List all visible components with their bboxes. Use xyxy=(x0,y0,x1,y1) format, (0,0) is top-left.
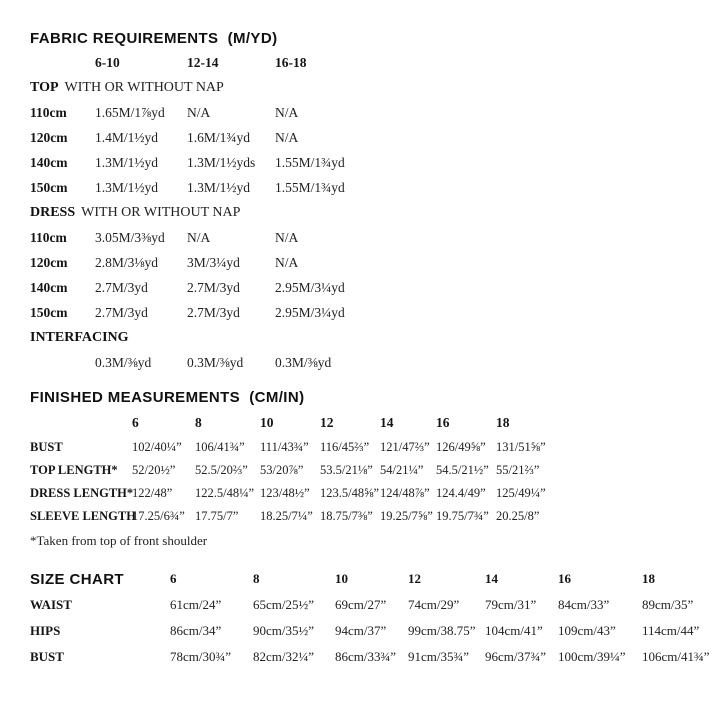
body-measurement-value: 61cm/24” xyxy=(170,597,222,612)
body-measurement-label: HIPS xyxy=(30,623,61,638)
fabric-group-heading xyxy=(30,200,710,225)
fabric-yardage-value: 1.3M/1½yd xyxy=(187,179,251,195)
measurement-value: 124/48⅞” xyxy=(380,486,430,500)
fabric-group-name: TOP xyxy=(30,79,59,95)
fabric-width-label: 140cm xyxy=(30,154,68,170)
fabric-yardage-value: 1.6M/1¾yd xyxy=(187,129,251,145)
fabric-size-range-header: 16-18 xyxy=(275,54,307,70)
measurement-value: 17.25/6¾” xyxy=(132,509,185,523)
body-measurement-value: 106cm/41¾” xyxy=(642,649,710,664)
fabric-yardage-value: N/A xyxy=(187,104,211,120)
size-column-header: 12 xyxy=(320,415,334,430)
fabric-requirements-section xyxy=(30,26,710,375)
fabric-yardage-value: 1.3M/1½yd xyxy=(95,154,159,170)
body-measurement-value: 91cm/35¾” xyxy=(408,649,470,664)
fabric-yardage-value: 2.7M/3yd xyxy=(95,304,148,320)
fabric-requirements-title: FABRIC REQUIREMENTS (M/YD) xyxy=(30,29,278,47)
measurement-label: SLEEVE LENGTH xyxy=(30,509,136,523)
body-measurement-row xyxy=(30,644,710,670)
fabric-yardage-value: 1.65M/1⅞yd xyxy=(95,104,165,120)
fabric-yardage-value: 1.55M/1¾yd xyxy=(275,154,345,170)
fabric-yardage-value: N/A xyxy=(275,104,299,120)
fabric-yardage-value: 1.55M/1¾yd xyxy=(275,179,345,195)
body-measurement-value: 96cm/37¾” xyxy=(485,649,547,664)
fabric-group-name: DRESS xyxy=(30,204,76,220)
body-measurement-value: 90cm/35½” xyxy=(253,623,315,638)
size-column-header: 16 xyxy=(558,571,571,586)
fabric-requirement-row xyxy=(30,125,710,150)
size-column-header: 14 xyxy=(485,571,498,586)
fabric-yardage-value: 3M/3¼yd xyxy=(187,254,240,270)
fabric-yardage-value: 2.95M/3¼yd xyxy=(275,279,345,295)
measurement-row xyxy=(30,436,710,459)
measurement-value: 17.75/7” xyxy=(195,509,239,523)
fabric-yardage-value: 1.4M/1½yd xyxy=(95,129,159,145)
fabric-yardage-value: 2.7M/3yd xyxy=(95,279,148,295)
finished-measurements-title: FINISHED MEASUREMENTS (CM/IN) xyxy=(30,388,305,406)
size-column-header: 18 xyxy=(496,415,510,430)
fabric-width-label: 120cm xyxy=(30,254,68,270)
fabric-size-header-row xyxy=(30,50,710,75)
measurement-value: 53/20⅞” xyxy=(260,463,304,477)
size-chart-section xyxy=(30,566,710,670)
fabric-width-label: 110cm xyxy=(30,229,67,245)
measurement-value: 53.5/21⅛” xyxy=(320,463,373,477)
measurement-row xyxy=(30,459,710,482)
size-column-header: 18 xyxy=(642,571,655,586)
fabric-yardage-value: 2.7M/3yd xyxy=(187,304,240,320)
body-measurement-value: 99cm/38.75” xyxy=(408,623,476,638)
body-measurement-value: 65cm/25½” xyxy=(253,597,315,612)
body-measurement-value: 89cm/35” xyxy=(642,597,694,612)
measurement-value: 124.4/49” xyxy=(436,486,486,500)
body-measurement-label: WAIST xyxy=(30,597,72,612)
measurement-value: 18.25/7¼” xyxy=(260,509,313,523)
fabric-yardage-value: N/A xyxy=(275,254,299,270)
measurement-value: 122.5/48¼” xyxy=(195,486,255,500)
size-column-header: 10 xyxy=(335,571,348,586)
fabric-yardage-value: 2.8M/3⅛yd xyxy=(95,254,159,270)
body-measurement-value: 104cm/41” xyxy=(485,623,543,638)
fabric-requirement-row xyxy=(30,100,710,125)
body-measurement-value: 109cm/43” xyxy=(558,623,616,638)
body-measurement-value: 78cm/30¾” xyxy=(170,649,232,664)
finished-measurements-table xyxy=(30,410,710,528)
fabric-requirements-table xyxy=(30,50,710,375)
measurement-value: 18.75/7⅜” xyxy=(320,509,373,523)
measurement-value: 19.75/7¾” xyxy=(436,509,489,523)
measurement-label: TOP LENGTH* xyxy=(30,463,118,477)
measurement-value: 19.25/7⅝” xyxy=(380,509,433,523)
fabric-size-range-header: 6-10 xyxy=(95,54,120,70)
fabric-yardage-value: 2.7M/3yd xyxy=(187,279,240,295)
size-column-header: 6 xyxy=(132,415,139,430)
size-column-header: 16 xyxy=(436,415,450,430)
size-chart-table xyxy=(30,566,710,670)
measurement-value: 106/41¾” xyxy=(195,440,245,454)
fabric-width-label: 150cm xyxy=(30,304,68,320)
fabric-requirement-row xyxy=(30,175,710,200)
fabric-yardage-value: 1.3M/1½yds xyxy=(187,154,256,170)
fabric-yardage-value: 0.3M/⅜yd xyxy=(275,354,332,370)
body-measurement-value: 100cm/39¼” xyxy=(558,649,626,664)
measurement-value: 52.5/20⅔” xyxy=(195,463,248,477)
measurement-label: BUST xyxy=(30,440,63,454)
measurement-row xyxy=(30,482,710,505)
measurement-label: DRESS LENGTH* xyxy=(30,486,134,500)
body-measurement-label: BUST xyxy=(30,649,64,664)
fabric-requirement-row xyxy=(30,150,710,175)
fabric-yardage-value: N/A xyxy=(275,129,299,145)
body-measurement-row xyxy=(30,592,710,618)
fabric-requirement-row xyxy=(30,250,710,275)
measurement-value: 121/47⅔” xyxy=(380,440,430,454)
fabric-requirement-row xyxy=(30,275,710,300)
size-column-header: 6 xyxy=(170,571,177,586)
measurement-value: 52/20½” xyxy=(132,463,176,477)
measurement-value: 111/43¾” xyxy=(260,440,309,454)
fabric-requirement-row xyxy=(30,300,710,325)
size-chart-title: SIZE CHART xyxy=(30,570,124,588)
measurement-value: 54/21¼” xyxy=(380,463,424,477)
fabric-width-label: 120cm xyxy=(30,129,68,145)
fabric-requirement-row xyxy=(30,225,710,250)
size-column-header: 12 xyxy=(408,571,421,586)
fabric-group-heading xyxy=(30,325,710,350)
size-column-header: 8 xyxy=(195,415,202,430)
measurement-value: 20.25/8” xyxy=(496,509,540,523)
fabric-group-heading-rest: WITH OR WITHOUT NAP xyxy=(64,79,224,95)
finished-measurements-section xyxy=(30,384,710,554)
measurement-value: 123.5/48⅝” xyxy=(320,486,380,500)
fabric-yardage-value: N/A xyxy=(275,229,299,245)
size-chart-header-row xyxy=(30,566,710,592)
measurement-value: 123/48½” xyxy=(260,486,310,500)
fabric-yardage-value: 0.3M/⅜yd xyxy=(187,354,244,370)
fabric-yardage-value: 0.3M/⅜yd xyxy=(95,354,152,370)
body-measurement-value: 79cm/31” xyxy=(485,597,537,612)
fabric-width-label: 140cm xyxy=(30,279,68,295)
measurement-value: 54.5/21½” xyxy=(436,463,489,477)
body-measurement-value: 74cm/29” xyxy=(408,597,460,612)
fabric-yardage-value: 3.05M/3⅜yd xyxy=(95,229,165,245)
finished-size-header-row xyxy=(30,410,710,436)
fabric-group-heading xyxy=(30,75,710,100)
fabric-yardage-value: N/A xyxy=(187,229,211,245)
body-measurement-value: 84cm/33” xyxy=(558,597,610,612)
fabric-yardage-value: 2.95M/3¼yd xyxy=(275,304,345,320)
measurement-value: 122/48” xyxy=(132,486,173,500)
measurement-value: 131/51⅝” xyxy=(496,440,546,454)
fabric-width-label: 150cm xyxy=(30,179,68,195)
size-column-header: 10 xyxy=(260,415,274,430)
fabric-yardage-value: 1.3M/1½yd xyxy=(95,179,159,195)
measurement-value: 55/21⅔” xyxy=(496,463,540,477)
fabric-requirement-row xyxy=(30,350,710,375)
measurement-value: 102/40¼” xyxy=(132,440,182,454)
body-measurement-value: 114cm/44” xyxy=(642,623,700,638)
fabric-width-label: 110cm xyxy=(30,104,67,120)
measurement-value: 116/45⅔” xyxy=(320,440,370,454)
measurement-footnote: *Taken from top of front shoulder xyxy=(30,533,208,548)
body-measurement-row xyxy=(30,618,710,644)
body-measurement-value: 69cm/27” xyxy=(335,597,387,612)
body-measurement-value: 86cm/34” xyxy=(170,623,222,638)
measurement-value: 126/49⅝” xyxy=(436,440,486,454)
fabric-size-range-header: 12-14 xyxy=(187,54,219,70)
measurement-row xyxy=(30,505,710,528)
body-measurement-value: 94cm/37” xyxy=(335,623,387,638)
fabric-group-heading-rest: WITH OR WITHOUT NAP xyxy=(81,204,241,220)
body-measurement-value: 86cm/33¾” xyxy=(335,649,397,664)
fabric-group-name: INTERFACING xyxy=(30,329,129,345)
body-measurement-value: 82cm/32¼” xyxy=(253,649,315,664)
size-column-header: 14 xyxy=(380,415,394,430)
measurement-value: 125/49¼” xyxy=(496,486,546,500)
size-column-header: 8 xyxy=(253,571,260,586)
